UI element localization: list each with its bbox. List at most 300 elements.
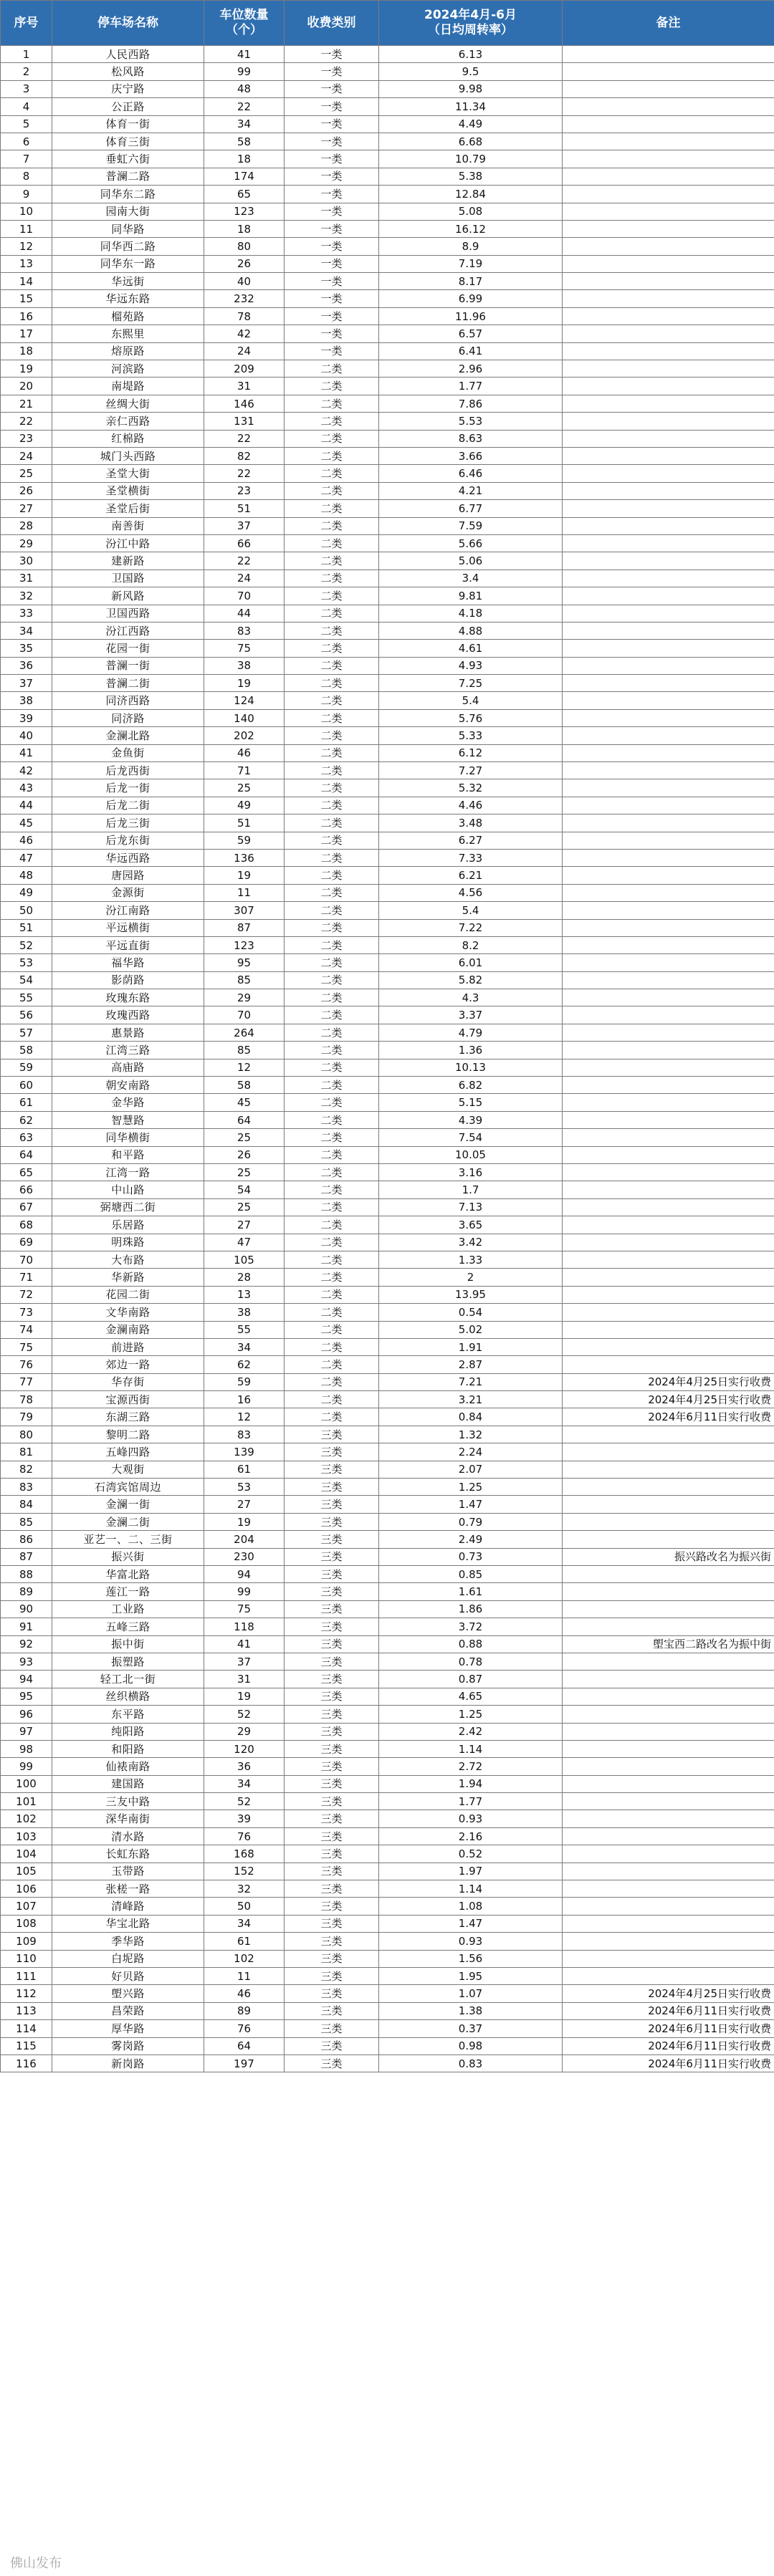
cell-seq: 66	[1, 1181, 52, 1198]
table-row	[1, 447, 774, 464]
cell-seq: 61	[1, 1094, 52, 1111]
cell-rate: 9.81	[379, 587, 563, 605]
cell-seq: 42	[1, 762, 52, 779]
cell-seq: 43	[1, 779, 52, 797]
cell-name: 东平路	[52, 1706, 204, 1723]
cell-rate: 0.78	[379, 1653, 563, 1670]
cell-rate: 0.93	[379, 1810, 563, 1827]
cell-seq: 1	[1, 46, 52, 63]
table-row	[1, 1024, 774, 1041]
cell-remark	[563, 849, 774, 866]
cell-remark	[563, 342, 774, 360]
cell-name: 振塑路	[52, 1653, 204, 1670]
cell-name: 垂虹六街	[52, 150, 204, 168]
cell-spaces: 40	[204, 273, 285, 290]
cell-rate: 0.88	[379, 1635, 563, 1653]
cell-seq: 8	[1, 168, 52, 185]
cell-rate: 8.17	[379, 273, 563, 290]
cell-name: 南善街	[52, 517, 204, 534]
cell-name: 体育一街	[52, 115, 204, 133]
cell-spaces: 95	[204, 954, 285, 971]
cell-seq: 85	[1, 1513, 52, 1530]
cell-remark	[563, 98, 774, 115]
cell-spaces: 136	[204, 849, 285, 866]
table-row	[1, 517, 774, 534]
cell-remark	[563, 797, 774, 814]
cell-seq: 79	[1, 1408, 52, 1426]
cell-name: 亚艺一、二、三街	[52, 1531, 204, 1548]
cell-name: 园南大街	[52, 203, 204, 220]
cell-name: 同华路	[52, 220, 204, 237]
cell-category: 二类	[285, 640, 379, 657]
cell-category: 二类	[285, 622, 379, 639]
cell-rate: 2.07	[379, 1461, 563, 1478]
cell-rate: 0.98	[379, 2037, 563, 2054]
cell-spaces: 47	[204, 1234, 285, 1251]
cell-seq: 34	[1, 622, 52, 639]
cell-name: 同华横街	[52, 1129, 204, 1146]
cell-spaces: 70	[204, 1006, 285, 1024]
cell-remark	[563, 1129, 774, 1146]
cell-seq: 13	[1, 255, 52, 272]
cell-category: 二类	[285, 779, 379, 797]
table-row	[1, 657, 774, 674]
table-row	[1, 1985, 774, 2002]
cell-name: 同华东一路	[52, 255, 204, 272]
cell-category: 一类	[285, 325, 379, 342]
cell-spaces: 52	[204, 1706, 285, 1723]
cell-name: 普澜二路	[52, 168, 204, 185]
cell-rate: 6.68	[379, 133, 563, 150]
cell-rate: 5.4	[379, 692, 563, 709]
cell-spaces: 131	[204, 413, 285, 430]
cell-category: 二类	[285, 1286, 379, 1303]
table-row	[1, 640, 774, 657]
cell-rate: 1.08	[379, 1898, 563, 1915]
cell-seq: 81	[1, 1443, 52, 1461]
cell-rate: 5.66	[379, 534, 563, 552]
cell-category: 三类	[285, 2002, 379, 2019]
cell-spaces: 28	[204, 1269, 285, 1286]
cell-category: 二类	[285, 1373, 379, 1390]
cell-category: 一类	[285, 98, 379, 115]
cell-rate: 5.06	[379, 552, 563, 569]
cell-seq: 67	[1, 1198, 52, 1216]
cell-spaces: 24	[204, 342, 285, 360]
cell-seq: 4	[1, 98, 52, 115]
cell-seq: 15	[1, 290, 52, 307]
cell-name: 和平路	[52, 1146, 204, 1163]
cell-seq: 73	[1, 1304, 52, 1321]
cell-category: 二类	[285, 902, 379, 919]
cell-category: 三类	[285, 2020, 379, 2037]
table-row	[1, 168, 774, 185]
cell-spaces: 82	[204, 447, 285, 464]
cell-remark	[563, 1845, 774, 1863]
cell-remark	[563, 307, 774, 325]
cell-name: 河滨路	[52, 360, 204, 378]
cell-spaces: 152	[204, 1863, 285, 1880]
table-row	[1, 1443, 774, 1461]
cell-name: 圣堂横街	[52, 482, 204, 499]
cell-rate: 1.32	[379, 1426, 563, 1443]
table-row	[1, 971, 774, 989]
cell-name: 金华路	[52, 1094, 204, 1111]
table-row	[1, 220, 774, 237]
cell-name: 亲仁西路	[52, 413, 204, 430]
table-row	[1, 1304, 774, 1321]
cell-category: 二类	[285, 1216, 379, 1234]
cell-category: 二类	[285, 534, 379, 552]
table-row	[1, 936, 774, 953]
cell-name: 昌荣路	[52, 2002, 204, 2019]
cell-name: 华远东路	[52, 290, 204, 307]
cell-category: 三类	[285, 1880, 379, 1898]
cell-category: 二类	[285, 605, 379, 622]
cell-remark	[563, 255, 774, 272]
cell-rate: 5.15	[379, 1094, 563, 1111]
cell-category: 三类	[285, 1950, 379, 1967]
table-row	[1, 1391, 774, 1408]
table-row	[1, 1373, 774, 1390]
cell-spaces: 76	[204, 2020, 285, 2037]
cell-remark	[563, 482, 774, 499]
cell-name: 轻工北一街	[52, 1671, 204, 1688]
cell-spaces: 123	[204, 203, 285, 220]
cell-seq: 101	[1, 1793, 52, 1810]
cell-name: 城门头西路	[52, 447, 204, 464]
cell-spaces: 29	[204, 1723, 285, 1740]
cell-name: 金澜南路	[52, 1321, 204, 1338]
cell-spaces: 146	[204, 395, 285, 412]
cell-category: 二类	[285, 378, 379, 395]
table-row	[1, 1059, 774, 1076]
cell-rate: 7.21	[379, 1373, 563, 1390]
cell-seq: 14	[1, 273, 52, 290]
cell-category: 三类	[285, 1548, 379, 1565]
cell-remark	[563, 1338, 774, 1355]
cell-remark: 2024年4月25日实行收费	[563, 1391, 774, 1408]
table-row	[1, 797, 774, 814]
table-row	[1, 150, 774, 168]
cell-remark	[563, 936, 774, 953]
cell-category: 三类	[285, 1513, 379, 1530]
cell-seq: 104	[1, 1845, 52, 1863]
table-row	[1, 238, 774, 255]
cell-spaces: 59	[204, 1373, 285, 1390]
table-row	[1, 1198, 774, 1216]
cell-seq: 10	[1, 203, 52, 220]
cell-remark	[563, 587, 774, 605]
cell-spaces: 27	[204, 1496, 285, 1513]
cell-seq: 18	[1, 342, 52, 360]
cell-remark	[563, 622, 774, 639]
cell-spaces: 83	[204, 1426, 285, 1443]
cell-spaces: 64	[204, 2037, 285, 2054]
cell-name: 金源街	[52, 884, 204, 901]
cell-category: 二类	[285, 692, 379, 709]
cell-category: 三类	[285, 1443, 379, 1461]
table-row	[1, 360, 774, 378]
cell-remark	[563, 1443, 774, 1461]
cell-name: 东熙里	[52, 325, 204, 342]
cell-category: 三类	[285, 1565, 379, 1582]
cell-seq: 44	[1, 797, 52, 814]
table-row	[1, 430, 774, 447]
cell-rate: 13.95	[379, 1286, 563, 1303]
cell-rate: 2.24	[379, 1443, 563, 1461]
cell-category: 一类	[285, 168, 379, 185]
cell-name: 雾岗路	[52, 2037, 204, 2054]
cell-spaces: 34	[204, 1775, 285, 1792]
table-row	[1, 1810, 774, 1827]
cell-category: 二类	[285, 832, 379, 849]
cell-remark	[563, 1898, 774, 1915]
cell-seq: 106	[1, 1880, 52, 1898]
cell-category: 二类	[285, 1356, 379, 1373]
cell-rate: 4.65	[379, 1688, 563, 1705]
table-row	[1, 1880, 774, 1898]
cell-remark	[563, 1583, 774, 1600]
cell-rate: 3.4	[379, 569, 563, 587]
cell-spaces: 99	[204, 63, 285, 80]
table-row	[1, 1706, 774, 1723]
cell-seq: 112	[1, 1985, 52, 2002]
cell-seq: 33	[1, 605, 52, 622]
cell-rate: 7.22	[379, 919, 563, 936]
cell-seq: 29	[1, 534, 52, 552]
cell-seq: 74	[1, 1321, 52, 1338]
cell-rate: 10.13	[379, 1059, 563, 1076]
cell-remark	[563, 290, 774, 307]
cell-category: 一类	[285, 150, 379, 168]
cell-name: 明珠路	[52, 1234, 204, 1251]
cell-seq: 87	[1, 1548, 52, 1565]
cell-name: 普澜一街	[52, 657, 204, 674]
cell-seq: 94	[1, 1671, 52, 1688]
table-row	[1, 80, 774, 97]
cell-seq: 93	[1, 1653, 52, 1670]
cell-seq: 88	[1, 1565, 52, 1582]
cell-category: 二类	[285, 587, 379, 605]
cell-seq: 56	[1, 1006, 52, 1024]
cell-name: 弼塘西二街	[52, 1198, 204, 1216]
cell-seq: 48	[1, 867, 52, 884]
cell-remark	[563, 1461, 774, 1478]
cell-seq: 59	[1, 1059, 52, 1076]
cell-seq: 46	[1, 832, 52, 849]
cell-spaces: 46	[204, 744, 285, 761]
cell-remark	[563, 884, 774, 901]
cell-seq: 32	[1, 587, 52, 605]
cell-remark	[563, 727, 774, 744]
table-row	[1, 1618, 774, 1635]
cell-seq: 69	[1, 1234, 52, 1251]
cell-seq: 35	[1, 640, 52, 657]
cell-category: 三类	[285, 1531, 379, 1548]
cell-remark	[563, 1688, 774, 1705]
cell-category: 二类	[285, 465, 379, 482]
cell-category: 二类	[285, 1181, 379, 1198]
cell-spaces: 19	[204, 867, 285, 884]
cell-name: 振中街	[52, 1635, 204, 1653]
cell-seq: 82	[1, 1461, 52, 1478]
cell-rate: 4.61	[379, 640, 563, 657]
table-row	[1, 1653, 774, 1670]
cell-seq: 31	[1, 569, 52, 587]
table-row	[1, 465, 774, 482]
table-row	[1, 325, 774, 342]
table-row	[1, 534, 774, 552]
cell-seq: 19	[1, 360, 52, 378]
cell-spaces: 53	[204, 1479, 285, 1496]
cell-remark	[563, 744, 774, 761]
cell-category: 二类	[285, 1111, 379, 1128]
cell-name: 华远街	[52, 273, 204, 290]
table-row	[1, 1513, 774, 1530]
cell-name: 玫瑰西路	[52, 1006, 204, 1024]
cell-spaces: 70	[204, 587, 285, 605]
cell-category: 二类	[285, 1198, 379, 1216]
cell-rate: 9.98	[379, 80, 563, 97]
cell-remark	[563, 552, 774, 569]
cell-remark	[563, 1618, 774, 1635]
cell-name: 红棉路	[52, 430, 204, 447]
cell-name: 深华南街	[52, 1810, 204, 1827]
cell-spaces: 37	[204, 517, 285, 534]
cell-name: 五峰三路	[52, 1618, 204, 1635]
cell-name: 塱兴路	[52, 1985, 204, 2002]
cell-seq: 99	[1, 1758, 52, 1775]
cell-remark	[563, 1740, 774, 1757]
cell-name: 同济路	[52, 709, 204, 726]
watermark-logo: 佛山发布	[10, 2556, 62, 2571]
cell-seq: 95	[1, 1688, 52, 1705]
cell-spaces: 25	[204, 1164, 285, 1181]
cell-remark	[563, 1164, 774, 1181]
table-row	[1, 2037, 774, 2054]
table-row	[1, 2020, 774, 2037]
cell-rate: 2.42	[379, 1723, 563, 1740]
table-row	[1, 1723, 774, 1740]
cell-seq: 24	[1, 447, 52, 464]
cell-remark: 2024年6月11日实行收费	[563, 2020, 774, 2037]
table-row	[1, 902, 774, 919]
cell-spaces: 75	[204, 640, 285, 657]
cell-seq: 54	[1, 971, 52, 989]
table-row	[1, 1967, 774, 1984]
cell-rate: 4.93	[379, 657, 563, 674]
table-row	[1, 779, 774, 797]
cell-category: 二类	[285, 500, 379, 517]
cell-seq: 37	[1, 675, 52, 692]
table-row	[1, 1740, 774, 1757]
table-row	[1, 727, 774, 744]
cell-name: 前进路	[52, 1338, 204, 1355]
cell-spaces: 25	[204, 1198, 285, 1216]
cell-category: 二类	[285, 954, 379, 971]
cell-name: 季华路	[52, 1933, 204, 1950]
cell-name: 金鱼街	[52, 744, 204, 761]
cell-name: 新风路	[52, 587, 204, 605]
cell-category: 三类	[285, 1810, 379, 1827]
cell-seq: 83	[1, 1479, 52, 1496]
cell-remark	[563, 1793, 774, 1810]
cell-seq: 107	[1, 1898, 52, 1915]
cell-spaces: 51	[204, 500, 285, 517]
cell-rate: 1.94	[379, 1775, 563, 1792]
table-row	[1, 500, 774, 517]
table-row	[1, 919, 774, 936]
cell-remark	[563, 989, 774, 1006]
cell-rate: 4.88	[379, 622, 563, 639]
cell-name: 宝源西街	[52, 1391, 204, 1408]
cell-category: 一类	[285, 80, 379, 97]
cell-rate: 6.41	[379, 342, 563, 360]
cell-category: 二类	[285, 1251, 379, 1268]
cell-name: 唐园路	[52, 867, 204, 884]
cell-rate: 6.99	[379, 290, 563, 307]
cell-category: 一类	[285, 186, 379, 203]
table-row	[1, 1094, 774, 1111]
table-row	[1, 814, 774, 832]
cell-remark	[563, 1094, 774, 1111]
cell-category: 二类	[285, 1269, 379, 1286]
cell-remark	[563, 971, 774, 989]
cell-name: 松风路	[52, 63, 204, 80]
cell-spaces: 94	[204, 1565, 285, 1582]
cell-remark	[563, 902, 774, 919]
cell-rate: 5.76	[379, 709, 563, 726]
cell-rate: 1.25	[379, 1479, 563, 1496]
table-row	[1, 342, 774, 360]
cell-spaces: 75	[204, 1600, 285, 1618]
cell-rate: 6.21	[379, 867, 563, 884]
cell-remark	[563, 1321, 774, 1338]
cell-spaces: 202	[204, 727, 285, 744]
cell-name: 乐居路	[52, 1216, 204, 1234]
cell-category: 三类	[285, 1967, 379, 1984]
cell-category: 二类	[285, 1391, 379, 1408]
cell-remark	[563, 709, 774, 726]
table-row	[1, 1077, 774, 1094]
cell-rate: 0.37	[379, 2020, 563, 2037]
cell-rate: 5.02	[379, 1321, 563, 1338]
table-row	[1, 290, 774, 307]
cell-rate: 10.79	[379, 150, 563, 168]
cell-name: 圣堂后街	[52, 500, 204, 517]
table-row	[1, 1583, 774, 1600]
cell-seq: 100	[1, 1775, 52, 1792]
table-row	[1, 1216, 774, 1234]
cell-rate: 7.27	[379, 762, 563, 779]
table-row	[1, 709, 774, 726]
header-name: 停车场名称	[52, 1, 204, 46]
cell-category: 二类	[285, 727, 379, 744]
cell-category: 二类	[285, 552, 379, 569]
cell-category: 二类	[285, 482, 379, 499]
header-spaces-line1: 车位数量	[219, 8, 269, 22]
cell-spaces: 230	[204, 1548, 285, 1565]
cell-rate: 11.96	[379, 307, 563, 325]
cell-remark	[563, 325, 774, 342]
cell-name: 熔原路	[52, 342, 204, 360]
cell-category: 一类	[285, 342, 379, 360]
table-row	[1, 1950, 774, 1967]
cell-spaces: 18	[204, 220, 285, 237]
cell-spaces: 32	[204, 1880, 285, 1898]
cell-spaces: 34	[204, 115, 285, 133]
